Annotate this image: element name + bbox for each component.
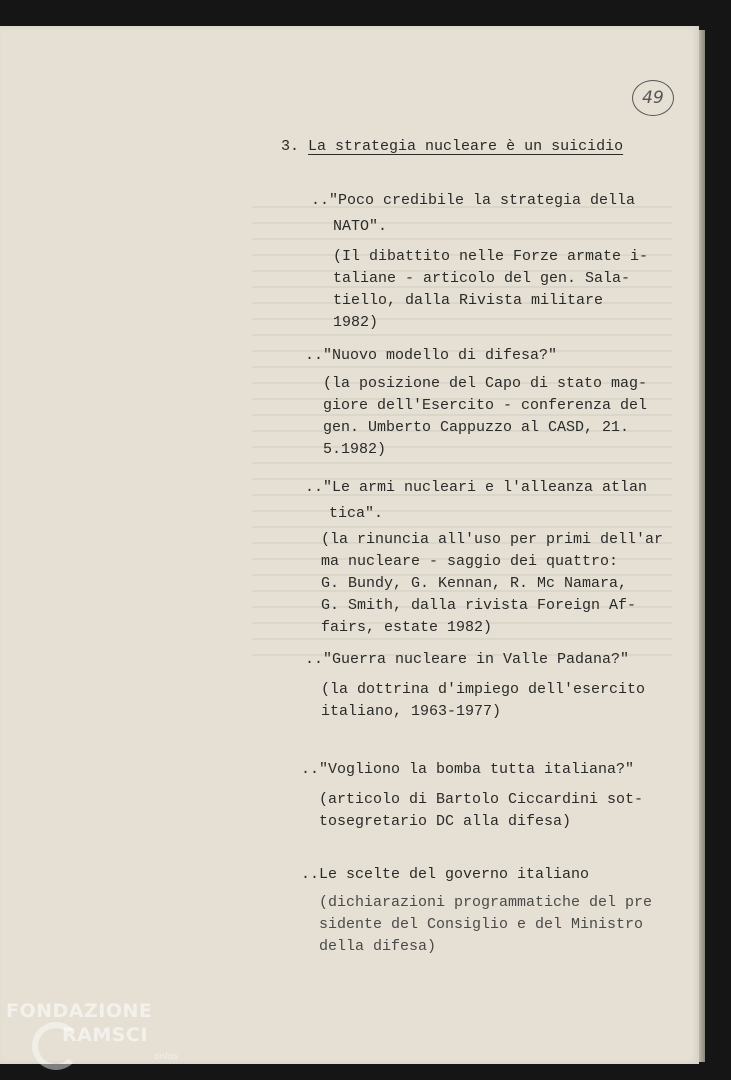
document-page [0, 26, 699, 1064]
entry-title-continued: tica". [329, 505, 384, 522]
list-item [301, 759, 643, 833]
entry-description: (la dottrina d'impiego dell'esercito italiano, 1963-1977) [321, 681, 646, 720]
list-item [305, 477, 663, 639]
watermark-line2: RAMSCI [62, 1024, 148, 1046]
list-item [305, 345, 647, 461]
list-item [301, 864, 652, 958]
entry-description: (dichiarazioni programmatiche del pre sidente del Consiglio e del Ministro della difesa) [319, 894, 653, 955]
watermark-logo [6, 1000, 186, 1072]
entry-title: ..Le scelte del governo italiano [301, 866, 590, 883]
entry-description: (articolo di Bartolo Ciccardini sot- tosegretario DC alla difesa) [319, 791, 644, 830]
watermark-line3: onlus [154, 1052, 179, 1062]
page-number-circled: 49 [632, 80, 674, 116]
entry-description: (la posizione del Capo di stato mag- giore dell'Esercito - conferenza del gen. Umberto Cappuzzo al CASD, 21. 5.1982) [323, 375, 648, 458]
entry-title: .."Poco credibile la strategia della [311, 192, 636, 209]
entry-description: (Il dibattito nelle Forze armate i- taliane - articolo del gen. Sala- tiello, dalla Rivista militare 1982) [333, 248, 649, 331]
entry-title: .."Le armi nucleari e l'alleanza atlan [305, 479, 648, 496]
page-edge [699, 30, 705, 1062]
section-title: La strategia nucleare è un suicidio [308, 138, 624, 155]
section-heading [281, 138, 623, 155]
entry-title: .."Guerra nucleare in Valle Padana?" [305, 651, 630, 668]
entry-title: .."Nuovo modello di difesa?" [305, 347, 558, 364]
watermark-line1: FONDAZIONE [6, 1000, 153, 1022]
entry-title: .."Vogliono la bomba tutta italiana?" [301, 761, 635, 778]
entry-title-continued: NATO". [333, 218, 388, 235]
list-item [305, 649, 645, 723]
list-item [311, 190, 648, 334]
entry-description: (la rinuncia all'uso per primi dell'ar ma nucleare - saggio dei quattro: G. Bundy, G. Kennan, R. Mc Namara, G. Smith, dalla rivista Foreign Af- fairs, estate 1982) [321, 531, 664, 636]
section-number: 3. [281, 138, 300, 155]
